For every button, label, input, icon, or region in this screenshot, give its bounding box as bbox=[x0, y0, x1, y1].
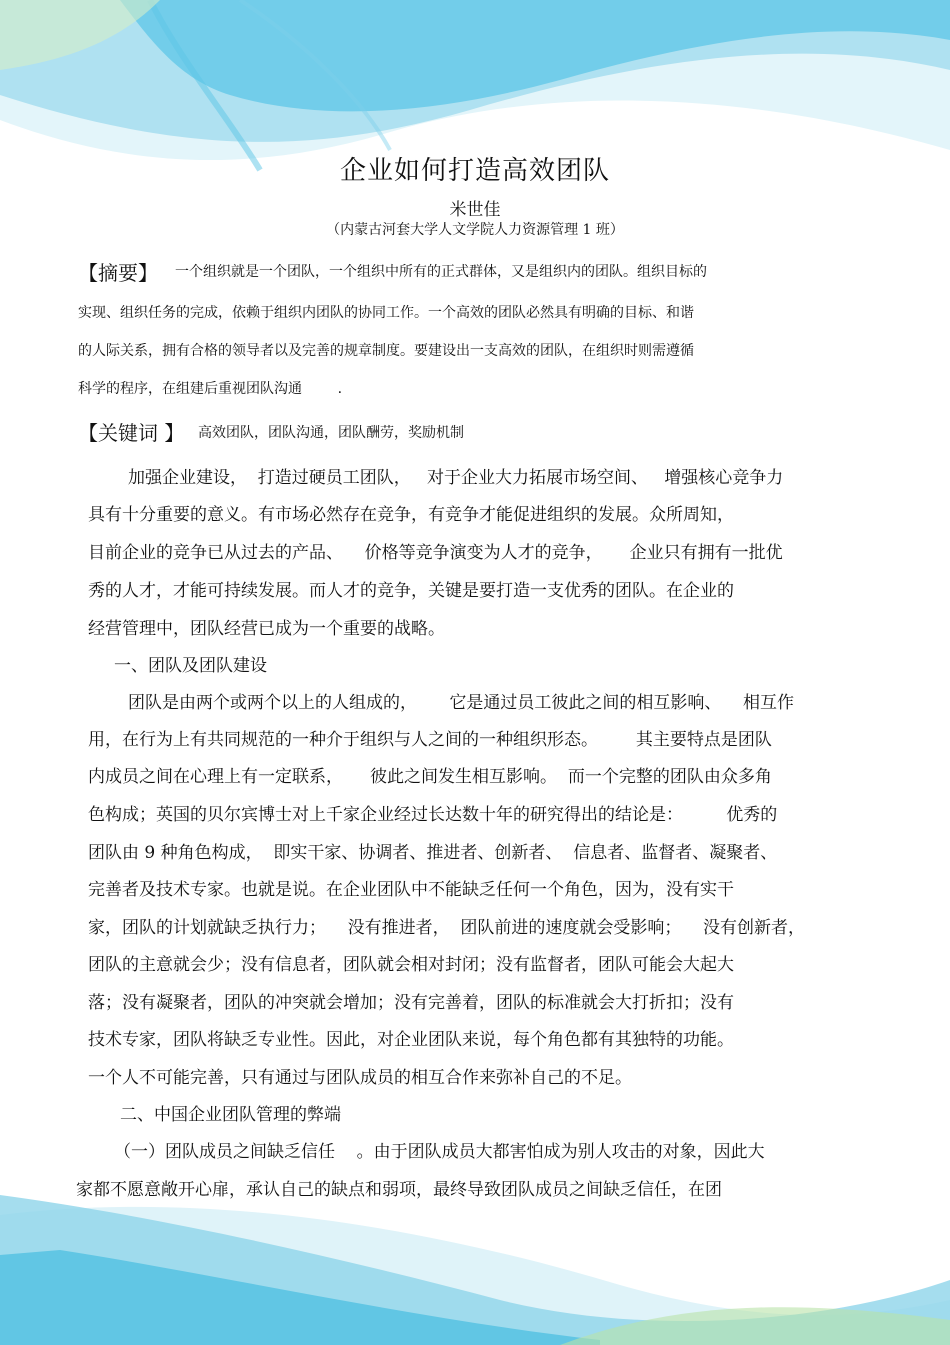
body-paragraph-line: 完善者及技术专家。也就是说。在企业团队中不能缺乏任何一个角色，因为，没有实干 bbox=[88, 880, 734, 900]
abstract-line: 科学的程序，在组建后重视团队沟通 . bbox=[78, 381, 343, 397]
body-paragraph-line: 秀的人才，才能可持续发展。而人才的竞争，关键是要打造一支优秀的团队。在企业的 bbox=[88, 581, 734, 601]
body-paragraph-line: 加强企业建设， 打造过硬员工团队， 对于企业大力拓展市场空间、 增强核心竞争力 bbox=[128, 468, 784, 488]
keywords-label: 【关键词 】 bbox=[78, 421, 185, 445]
body-paragraph-line: 具有十分重要的意义。有市场必然存在竞争，有竞争才能促进组织的发展。众所周知， bbox=[88, 505, 734, 525]
body-paragraph-line: 团队的主意就会少；没有信息者，团队就会相对封闭；没有监督者，团队可能会大起大 bbox=[88, 955, 734, 975]
body-paragraph-line: 目前企业的竞争已从过去的产品、 价格等竞争演变为人才的竞争， 企业只有拥有一批优 bbox=[88, 543, 783, 563]
body-paragraph-line: 家，团队的计划就缺乏执行力； 没有推进者， 团队前进的速度就会受影响； 没有创新者， bbox=[88, 918, 806, 938]
body-paragraph-line: 技术专家，团队将缺乏专业性。因此，对企业团队来说，每个角色都有其独特的功能。 bbox=[88, 1030, 734, 1050]
abstract-line: 的人际关系，拥有合格的领导者以及完善的规章制度。要建设出一支高效的团队，在组织时则需遵循 bbox=[78, 343, 694, 359]
body-paragraph-line: 内成员之间在心理上有一定联系， 彼此之间发生相互影响。 而一个完整的团队由众多角 bbox=[88, 767, 772, 787]
body-paragraph-line: 团队是由两个或两个以上的人组成的， 它是通过员工彼此之间的相互影响、 相互作 bbox=[128, 693, 795, 713]
body-paragraph-line: 色构成；英国的贝尔宾博士对上千家企业经过长达数十年的研究得出的结论是： 优秀的 bbox=[88, 805, 778, 825]
body-paragraph-line: 落；没有凝聚者，团队的冲突就会增加；没有完善着，团队的标准就会大打折扣；没有 bbox=[88, 993, 734, 1013]
body-paragraph-line: 团队由 9 种角色构成， 即实干家、协调者、推进者、创新者、 信息者、监督者、凝聚者、 bbox=[88, 843, 778, 863]
body-paragraph-line: （一）团队成员之间缺乏信任 。由于团队成员大都害怕成为别人攻击的对象，因此大 bbox=[114, 1142, 765, 1162]
abstract-line: 实现、组织任务的完成，依赖于组织内团队的协同工作。一个高效的团队必然具有明确的目标、和谐 bbox=[78, 305, 694, 321]
body-paragraph-line: 经营管理中，团队经营已成为一个重要的战略。 bbox=[88, 619, 445, 639]
body-paragraph-line: 家都不愿意敞开心扉，承认自己的缺点和弱项，最终导致团队成员之间缺乏信任，在团 bbox=[76, 1180, 722, 1200]
abstract-label: 【摘要】 bbox=[78, 261, 158, 285]
abstract-line: 一个组织就是一个团队，一个组织中所有的正式群体，又是组织内的团队。组织目标的 bbox=[175, 264, 707, 280]
section-heading: 二、中国企业团队管理的弊端 bbox=[120, 1105, 341, 1125]
document-author: 米世佳 bbox=[449, 200, 501, 220]
keywords-text: 高效团队，团队沟通，团队酬劳，奖励机制 bbox=[198, 425, 464, 441]
body-paragraph-line: 一个人不可能完善，只有通过与团队成员的相互合作来弥补自己的不足。 bbox=[88, 1068, 632, 1088]
body-paragraph-line: 用，在行为上有共同规范的一种介于组织与人之间的一种组织形态。 其主要特点是团队 bbox=[88, 730, 772, 750]
author-affiliation: （内蒙古河套大学人文学院人力资源管理 1 班） bbox=[326, 222, 624, 238]
document-title: 企业如何打造高效团队 bbox=[339, 156, 610, 186]
section-heading: 一、团队及团队建设 bbox=[114, 656, 267, 676]
